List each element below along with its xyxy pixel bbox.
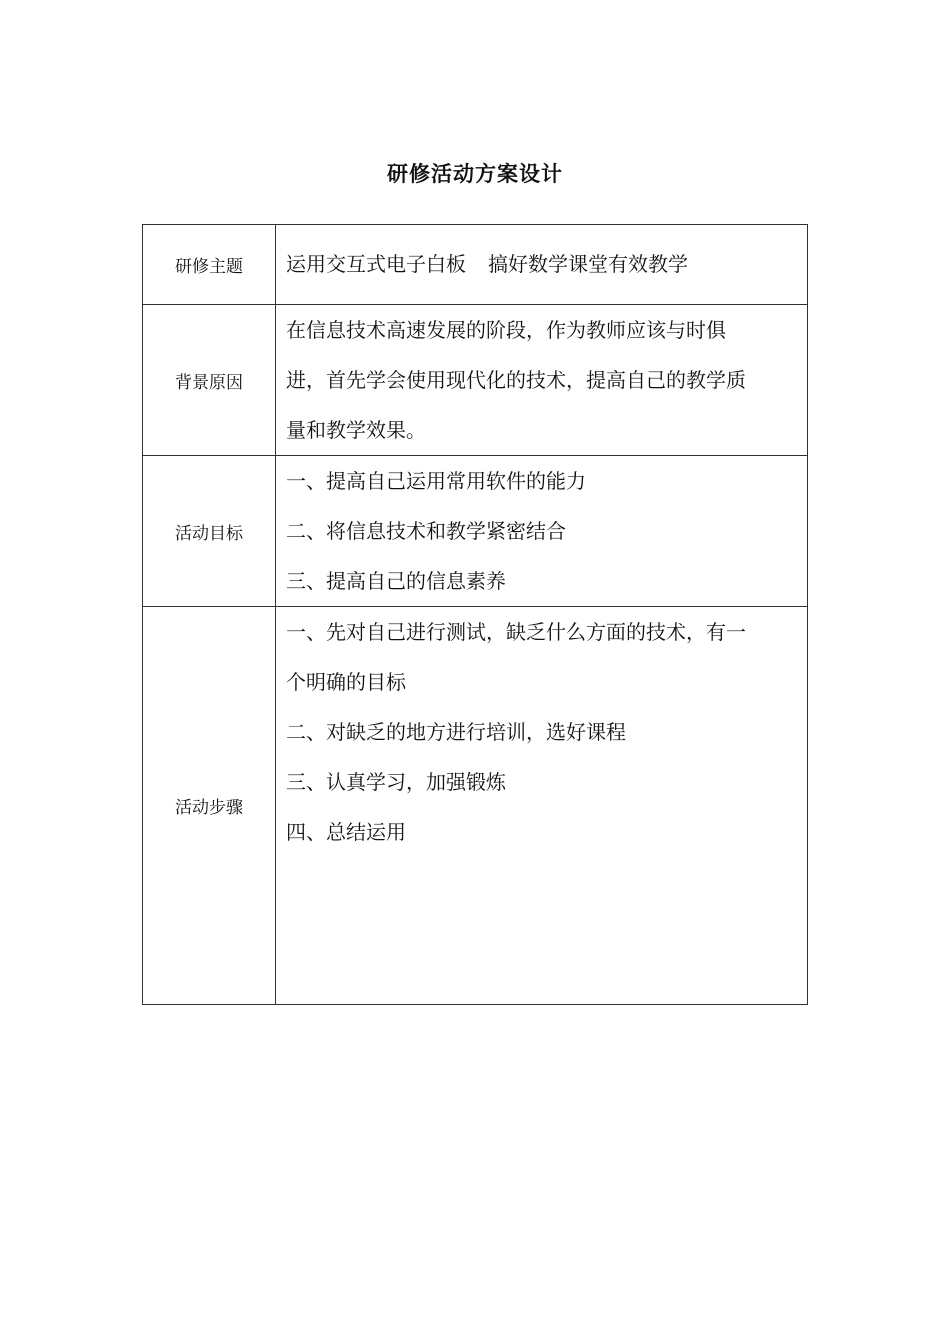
label-goals: 活动目标 (143, 456, 276, 607)
label-background: 背景原因 (143, 305, 276, 456)
content-background (276, 305, 808, 456)
table-row-background (143, 305, 808, 456)
step-item: 三、认真学习，加强锻炼 (286, 770, 506, 794)
step-item: 四、总结运用 (286, 820, 406, 844)
label-steps: 活动步骤 (143, 607, 276, 1005)
step-item: 二、对缺乏的地方进行培训，选好课程 (286, 720, 626, 744)
content-steps (276, 607, 808, 1005)
content-goals (276, 456, 808, 607)
table-row-goals (143, 456, 808, 607)
background-line: 量和教学效果。 (286, 418, 426, 442)
goal-item: 二、将信息技术和教学紧密结合 (286, 519, 566, 543)
step-item: 一、先对自己进行测试，缺乏什么方面的技术，有一 (286, 620, 746, 644)
step-item: 个明确的目标 (286, 670, 406, 694)
goal-item: 三、提高自己的信息素养 (286, 569, 506, 593)
goal-item: 一、提高自己运用常用软件的能力 (286, 469, 586, 493)
table-row-topic (143, 225, 808, 305)
background-line: 在信息技术高速发展的阶段，作为教师应该与时俱 (286, 318, 726, 342)
table-row-steps (143, 607, 808, 1005)
content-topic (276, 225, 808, 305)
document-title: 研修活动方案设计 (387, 161, 563, 186)
topic-part-1: 运用交互式电子白板 (286, 252, 466, 276)
plan-table (142, 224, 808, 1005)
background-line: 进，首先学会使用现代化的技术，提高自己的教学质 (286, 368, 746, 392)
topic-part-2: 搞好数学课堂有效教学 (488, 252, 688, 276)
label-topic: 研修主题 (143, 225, 276, 305)
